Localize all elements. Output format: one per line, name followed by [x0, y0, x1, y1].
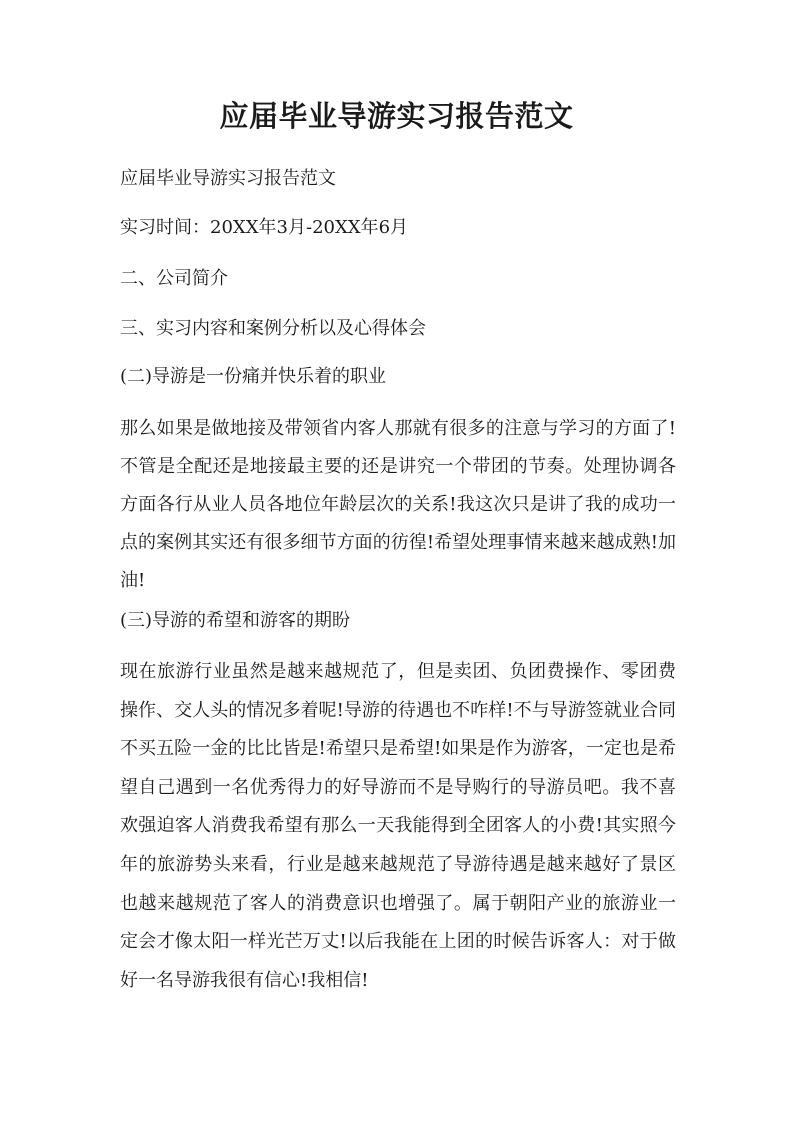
internship-period-line: 实习时间：20XX年3月-20XX年6月: [120, 217, 409, 238]
document-title: 应届毕业导游实习报告范文: [219, 99, 574, 133]
subsection-heading-2: (二)导游是一份痛并快乐着的职业: [120, 366, 387, 387]
subsection-heading-3: (三)导游的希望和游客的期盼: [120, 610, 351, 631]
section-heading-company: 二、公司简介: [120, 268, 228, 289]
paragraph-1: 那么如果是做地接及带领省内客人那就有很多的注意与学习的方面了!不管是全配还是地接最主要的还是讲究一个带团的节奏。处理协调各方面各行从业人员各地位年龄层次的关系!我这次只是讲了我的成功一点的案例其实还有很多细节方面的彷徨!希望处理事情来越来越成熟!加油!: [120, 418, 676, 591]
section-heading-content: 三、实习内容和案例分析以及心得体会: [120, 318, 426, 339]
subtitle-line: 应届毕业导游实习报告范文: [120, 168, 336, 189]
paragraph-2: 现在旅游行业虽然是越来越规范了，但是卖团、负团费操作、零团费操作、交人头的情况多着呢!导游的待遇也不咋样!不与导游签就业合同不买五险一金的比比皆是!希望只是希望!如果是作为游客，一定也是希望自己遇到一名优秀得力的好导游而不是导购行的导游员吧。我不喜欢强迫客人消费我希望有那么一天我能得到全团客人的小费!其实照今年的旅游势头来看，行业是越来越规范了导游待遇是越来越好了景区也越来越规范了客人的消费意识也增强了。属于朝阳产业的旅游业一定会才像太阳一样光芒万丈!以后我能在上团的时候告诉客人：对于做好一名导游我很有信心!我相信!: [120, 661, 676, 991]
